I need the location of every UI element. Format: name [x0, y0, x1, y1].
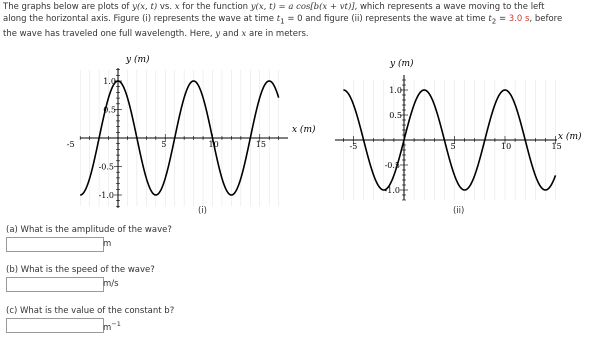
question-a: (a) What is the amplitude of the wave?: [6, 225, 172, 235]
x-tick-label: -5: [66, 140, 75, 149]
unit-c: $m^{-1}$: [103, 320, 121, 333]
y-tick-label: -0.5: [384, 161, 401, 170]
caption-ii: (ii): [453, 206, 465, 216]
speed-input[interactable]: [6, 277, 104, 292]
question-b: (b) What is the speed of the wave?: [6, 265, 155, 275]
unit-b: m/s: [103, 279, 119, 289]
y-tick-label: -1.0: [98, 191, 115, 200]
x-tick-label: 10: [208, 140, 219, 149]
y-tick-label: -1.0: [384, 186, 401, 195]
constant-b-input[interactable]: [6, 318, 104, 333]
x-tick-label: 10: [501, 142, 512, 151]
y-axis-label: y (m): [390, 59, 414, 69]
y-tick-label: 1.0: [389, 86, 402, 95]
wave-curve: [80, 81, 278, 195]
x-tick-label: 5: [450, 142, 456, 151]
x-tick-label: 15: [551, 142, 562, 151]
caption-i: (i): [198, 206, 207, 216]
question-c: (c) What is the value of the constant b?: [6, 306, 175, 316]
unit-a: m: [103, 239, 112, 249]
wave-curve: [343, 90, 555, 190]
y-tick-label: -0.5: [98, 162, 115, 172]
y-tick-label: 0.5: [389, 111, 402, 120]
time-value: 3.0 s: [508, 14, 530, 24]
x-axis-label: x (m): [558, 132, 582, 142]
x-tick-label: -5: [349, 142, 358, 151]
y-axis-label: y (m): [126, 55, 150, 65]
amplitude-input[interactable]: [6, 237, 104, 252]
x-tick-label: 5: [161, 140, 167, 149]
problem-statement: The graphs below are plots of y(x, t) vs. x for the function y(x, t) = a cos[b(x + vt)], which represents a wave moving to the left along the horizontal axis. Figure (i) represents the wave at time $t_1 = 0$ and figure (ii) represents the wave at time $t_2 = 3.0$ s, before the wave has traveled one full wavelength. Here, y and x are in meters.: [3, 2, 563, 39]
y-tick-label: 0.5: [103, 105, 116, 115]
y-tick-label: 1.0: [103, 77, 116, 86]
unit-exponent: −1: [111, 320, 121, 328]
x-tick-label: 15: [255, 140, 266, 149]
x-axis-label: x (m): [292, 125, 316, 135]
